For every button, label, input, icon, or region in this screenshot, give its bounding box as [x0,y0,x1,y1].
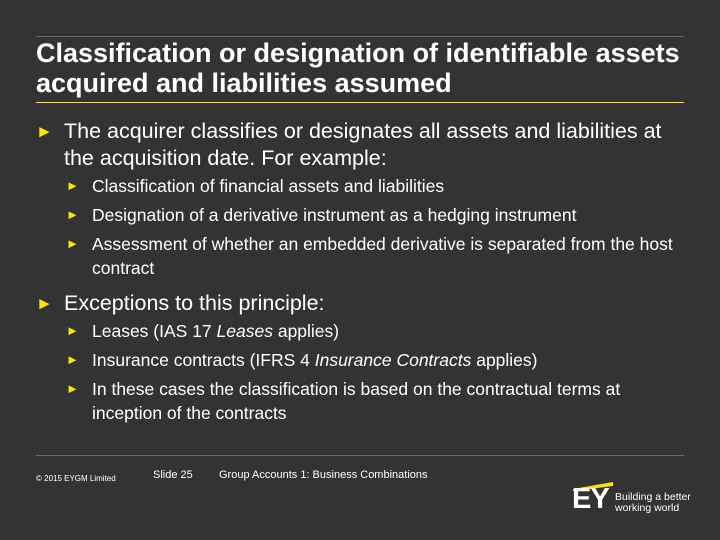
footer-divider [36,455,684,456]
bullet-text-part: applies) [471,350,538,370]
arrow-bullet-icon: ► [66,236,79,251]
bullet-level1 [36,118,686,172]
title-underline [36,102,684,103]
bullet-text: Exceptions to this principle: [64,291,325,315]
bullet-level2 [36,319,686,343]
logo-tagline-line2: working world [615,502,680,514]
logo-tagline-line1: Building a better [615,491,691,503]
bullet-level2 [36,203,686,227]
bullet-level1 [36,290,686,317]
bullet-text-part: Insurance contracts (IFRS 4 [92,350,315,370]
slide-number: Slide 25 [153,469,193,481]
bullet-level2 [36,377,686,425]
arrow-bullet-icon: ► [66,207,79,222]
bullet-text: Designation of a derivative instrument as a hedging instrument [92,205,577,225]
slide-title: Classification or designation of identifiable assets acquired and liabilities assumed [36,38,680,98]
logo-mark-text: EY [572,483,609,515]
bullet-text: In these cases the classification is based on the contractual terms at inception of the contracts [92,379,621,423]
bullet-text [92,350,538,370]
arrow-bullet-icon: ► [66,178,79,193]
arrow-bullet-icon: ► [36,122,53,141]
bullet-level2 [36,174,686,198]
bullet-text: Classification of financial assets and liabilities [92,176,445,196]
bullet-level2 [36,232,686,280]
bullet-text: The acquirer classifies or designates all assets and liabilities at the acquisition date. For example: [64,119,662,170]
standard-name: Insurance Contracts [314,350,472,370]
standard-name: Leases [216,321,273,341]
arrow-bullet-icon: ► [66,381,79,396]
bullet-text-part: applies) [272,321,340,341]
footer-deck-title: Group Accounts 1: Business Combinations [219,469,428,481]
ey-logo [571,482,691,518]
top-divider [36,36,684,37]
arrow-bullet-icon: ► [36,294,53,313]
arrow-bullet-icon: ► [66,352,79,367]
bullet-text-part: Leases (IAS 17 [92,321,217,341]
copyright-text: © 2015 EYGM Limited [36,474,116,483]
slide-content [36,118,686,430]
bullet-text: Assessment of whether an embedded derivative is separated from the host contract [92,234,673,278]
bullet-level2 [36,348,686,372]
arrow-bullet-icon: ► [66,323,79,338]
bullet-text [92,321,339,341]
